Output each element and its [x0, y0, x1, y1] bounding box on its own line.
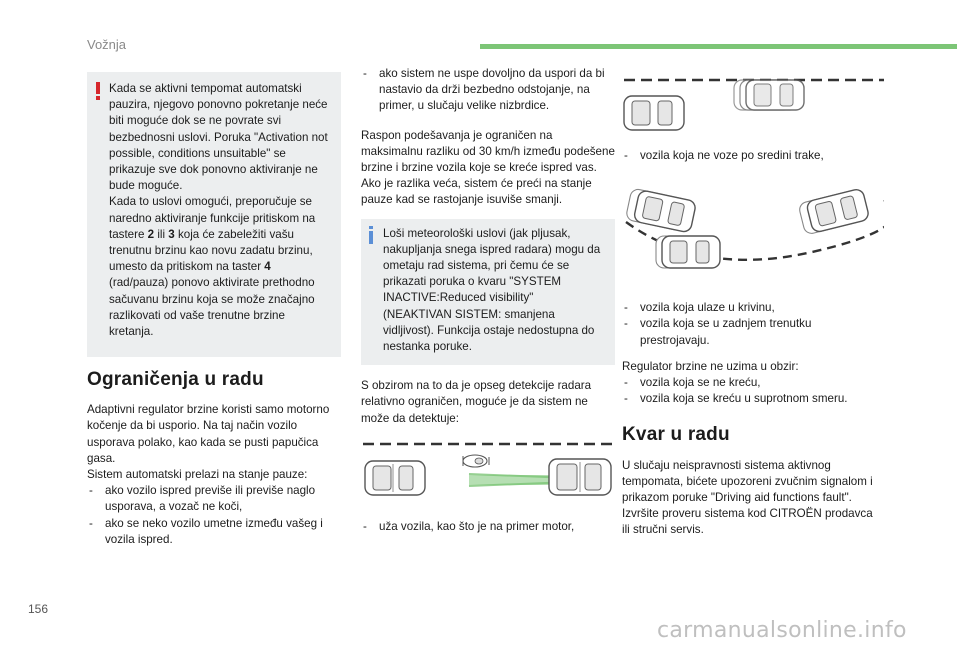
list-item: - ako sistem ne uspe dovoljno da uspori da bi nastavio da drži bezbedno odstojanje, na primer, u slučaju velike nizbrdice.: [361, 66, 615, 115]
heading-fault: Kvar u radu: [622, 424, 730, 446]
list-item: - vozila koja se kreću u suprotnom smeru.: [622, 391, 880, 407]
motorcycle-icon: [463, 455, 489, 467]
warning-paragraph-2: Kada to uslovi omogući, preporučuje se naredno aktiviranje funkcije pritiskom na tastere 2 ili 3 koja će zabeležiti vašu trenutnu brzinu kao novu zadatu brzinu, umesto da pritiskom na taster 4 (rad/pauza) ponovo aktivirate prethodno sačuvanu brzinu koja se može značajno razlikovati od vaše trenutne brzine kretanja.: [109, 195, 316, 339]
column-right: [622, 76, 880, 539]
header-accent-bar: [480, 44, 957, 49]
off-center-lane-illustration: [622, 76, 884, 132]
column-middle: [361, 66, 615, 535]
warning-paragraph-1: Kada se aktivni tempomat automatski pauzira, njegovo ponovno pokretanje neće biti moguće dok se ne povrate svi bezbednosni uslovi. Poruka "Activation not possible, conditions unsuitable" se prikazuje sve dok ponovno aktiviranje ne bude moguće.: [109, 82, 328, 193]
info-paragraph: Loši meteorološki uslovi (jak pljusak, nakupljanja snega ispred radara) mogu da ometaju rad sistema, pri čemu će se prikazati poruka o kvaru "SYSTEM INACTIVE:Reduced visibility" (NEAKTIVAN SISTEM: smanjena vidljivost). Funkcija ostaje nedostupna do nestanka poruke.: [383, 226, 601, 354]
motorcycle-illustration: [361, 441, 615, 513]
detection-paragraph: S obzirom na to da je opseg detekcije radara relativno ograničen, moguće je da sistem ne može da detektuje:: [361, 379, 592, 425]
car-icon: [656, 236, 720, 268]
list-item: - vozila koja ne voze po sredini trake,: [622, 148, 880, 164]
list-item: - vozila koja se u zadnjem trenutku prestrojavaju.: [622, 316, 880, 348]
watermark: carmanualsonline.info: [657, 618, 907, 643]
car-icon: [734, 80, 804, 110]
info-box: [361, 219, 615, 366]
car-icon: [798, 188, 870, 235]
range-paragraph: Raspon podešavanja je ograničen na maksimalnu razliku od 30 km/h između podešene brzine i brzine vozila koje se kreće ispred vas. Ako je razlika veća, sistem će preći na stanje pauze kad se rastojanje isuviše smanji.: [361, 128, 615, 207]
list-item: - uža vozila, kao što je na primer motor,: [361, 519, 615, 535]
column-left: [87, 72, 341, 548]
motorcycle-lane-illustration: [361, 441, 615, 513]
car-icon: [365, 461, 425, 495]
section-title: Vožnja: [87, 37, 127, 52]
info-icon: [369, 231, 373, 244]
limitations-paragraph-2: Sistem automatski prelazi na stanje pauze:: [87, 468, 308, 482]
curve-illustration: [622, 182, 880, 286]
exclamation-icon: [96, 82, 100, 94]
list-item: - ako se neko vozilo umetne između vašeg i vozila ispred.: [87, 516, 341, 548]
off-center-illustration: [622, 76, 880, 132]
warning-box: [87, 72, 341, 357]
list-item: - ako vozilo ispred previše ili previše naglo usporava, a vozač ne koči,: [87, 483, 341, 515]
car-icon: [625, 188, 696, 233]
heading-limitations: Ograničenja u radu: [87, 369, 264, 390]
list-item: - vozila koja se ne kreću,: [622, 375, 880, 391]
car-icon: [624, 96, 684, 130]
curve-lane-illustration: [622, 182, 884, 286]
list-item: - vozila koja ulaze u krivinu,: [622, 300, 880, 316]
fault-paragraph-1: U slučaju neispravnosti sistema aktivnog tempomata, bićete upozoreni zvučnim signalom i prikazom poruke "Driving aid functions fault".: [622, 458, 873, 505]
limitations-paragraph-1: Adaptivni regulator brzine koristi samo motorno kočenje da bi usporio. Na taj način vozilo usporava polako, kao kada se pusti papučica gasa.: [87, 403, 330, 465]
page-number: 156: [28, 602, 49, 616]
ignored-paragraph: Regulator brzine ne uzima u obzir:: [622, 359, 799, 373]
fault-paragraph-2: Izvršite proveru sistema kod CITROËN prodavca ili stručni servis.: [622, 507, 873, 537]
car-icon: [549, 459, 611, 495]
